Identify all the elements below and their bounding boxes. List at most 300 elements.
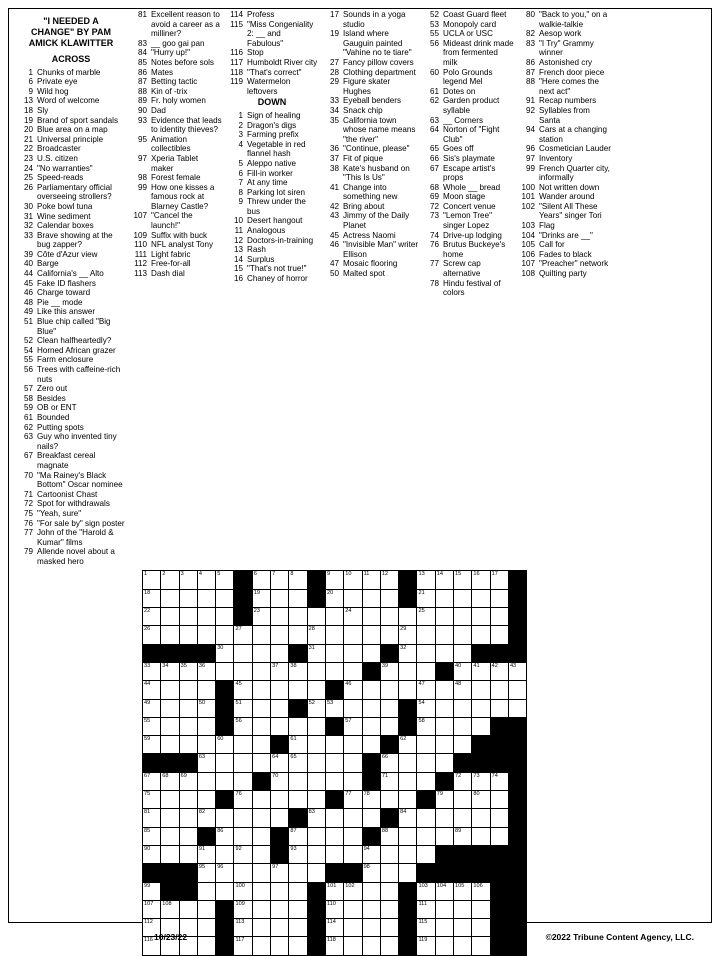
- grid-cell[interactable]: [143, 827, 161, 845]
- grid-cell[interactable]: [197, 626, 215, 644]
- grid-cell[interactable]: [454, 882, 472, 900]
- grid-cell[interactable]: [362, 571, 380, 589]
- grid-cell[interactable]: [362, 699, 380, 717]
- grid-cell[interactable]: [325, 589, 343, 607]
- grid-cell[interactable]: [252, 827, 270, 845]
- grid-cell[interactable]: [435, 571, 453, 589]
- grid-cell[interactable]: [307, 644, 325, 662]
- grid-cell[interactable]: [435, 754, 453, 772]
- grid-cell[interactable]: [344, 681, 362, 699]
- grid-cell[interactable]: [435, 717, 453, 735]
- grid-cell[interactable]: [399, 754, 417, 772]
- grid-cell[interactable]: [216, 736, 234, 754]
- grid-cell[interactable]: [472, 772, 490, 790]
- grid-cell[interactable]: [435, 882, 453, 900]
- grid-cell[interactable]: [289, 589, 307, 607]
- grid-cell[interactable]: [435, 589, 453, 607]
- grid-cell[interactable]: [234, 900, 252, 918]
- grid-cell[interactable]: [271, 809, 289, 827]
- grid-cell[interactable]: [307, 827, 325, 845]
- grid-cell[interactable]: [216, 644, 234, 662]
- grid-cell[interactable]: [197, 809, 215, 827]
- grid-cell[interactable]: [197, 571, 215, 589]
- grid-cell[interactable]: [289, 882, 307, 900]
- grid-cell[interactable]: [234, 736, 252, 754]
- grid-cell[interactable]: [143, 772, 161, 790]
- grid-cell[interactable]: [380, 791, 398, 809]
- grid-cell[interactable]: [234, 809, 252, 827]
- grid-cell[interactable]: [197, 900, 215, 918]
- grid-cell[interactable]: [380, 717, 398, 735]
- grid-cell[interactable]: [417, 571, 435, 589]
- grid-cell[interactable]: [234, 681, 252, 699]
- grid-cell[interactable]: [399, 864, 417, 882]
- grid-cell[interactable]: [252, 699, 270, 717]
- grid-cell[interactable]: [197, 772, 215, 790]
- grid-cell[interactable]: [454, 589, 472, 607]
- grid-cell[interactable]: [344, 626, 362, 644]
- grid-cell[interactable]: [289, 845, 307, 863]
- grid-cell[interactable]: [380, 626, 398, 644]
- grid-cell[interactable]: [454, 736, 472, 754]
- grid-cell[interactable]: [380, 864, 398, 882]
- grid-cell[interactable]: [289, 900, 307, 918]
- grid-cell[interactable]: [216, 626, 234, 644]
- grid-cell[interactable]: [307, 736, 325, 754]
- grid-cell[interactable]: [454, 717, 472, 735]
- grid-cell[interactable]: [197, 681, 215, 699]
- grid-cell[interactable]: [490, 662, 508, 680]
- grid-cell[interactable]: [399, 736, 417, 754]
- grid-cell[interactable]: [435, 900, 453, 918]
- grid-cell[interactable]: [399, 791, 417, 809]
- grid-cell[interactable]: [325, 827, 343, 845]
- grid-cell[interactable]: [197, 736, 215, 754]
- grid-cell[interactable]: [234, 845, 252, 863]
- grid-cell[interactable]: [472, 589, 490, 607]
- grid-cell[interactable]: [490, 809, 508, 827]
- grid-cell[interactable]: [216, 662, 234, 680]
- grid-cell[interactable]: [179, 608, 197, 626]
- grid-cell[interactable]: [472, 626, 490, 644]
- grid-cell[interactable]: [325, 626, 343, 644]
- grid-cell[interactable]: [289, 571, 307, 589]
- grid-cell[interactable]: [325, 699, 343, 717]
- grid-cell[interactable]: [362, 589, 380, 607]
- grid-cell[interactable]: [252, 791, 270, 809]
- grid-cell[interactable]: [143, 900, 161, 918]
- grid-cell[interactable]: [271, 681, 289, 699]
- grid-cell[interactable]: [271, 772, 289, 790]
- grid-cell[interactable]: [508, 662, 526, 680]
- grid-cell[interactable]: [271, 864, 289, 882]
- grid-cell[interactable]: [362, 644, 380, 662]
- grid-cell[interactable]: [454, 772, 472, 790]
- grid-cell[interactable]: [508, 681, 526, 699]
- grid-cell[interactable]: [307, 864, 325, 882]
- grid-cell[interactable]: [344, 772, 362, 790]
- grid-cell[interactable]: [197, 754, 215, 772]
- grid-cell[interactable]: [161, 699, 179, 717]
- grid-cell[interactable]: [216, 882, 234, 900]
- grid-cell[interactable]: [197, 608, 215, 626]
- grid-cell[interactable]: [435, 809, 453, 827]
- grid-cell[interactable]: [271, 571, 289, 589]
- grid-cell[interactable]: [472, 662, 490, 680]
- grid-cell[interactable]: [161, 626, 179, 644]
- grid-cell[interactable]: [472, 791, 490, 809]
- grid-cell[interactable]: [289, 736, 307, 754]
- grid-cell[interactable]: [252, 900, 270, 918]
- grid-cell[interactable]: [399, 608, 417, 626]
- grid-cell[interactable]: [417, 900, 435, 918]
- grid-cell[interactable]: [307, 662, 325, 680]
- grid-cell[interactable]: [325, 644, 343, 662]
- grid-cell[interactable]: [325, 662, 343, 680]
- grid-cell[interactable]: [325, 736, 343, 754]
- grid-cell[interactable]: [344, 754, 362, 772]
- grid-cell[interactable]: [143, 608, 161, 626]
- grid-cell[interactable]: [454, 791, 472, 809]
- grid-cell[interactable]: [362, 736, 380, 754]
- grid-cell[interactable]: [307, 608, 325, 626]
- grid-cell[interactable]: [490, 589, 508, 607]
- grid-cell[interactable]: [271, 754, 289, 772]
- grid-cell[interactable]: [143, 845, 161, 863]
- grid-cell[interactable]: [325, 900, 343, 918]
- grid-cell[interactable]: [234, 864, 252, 882]
- grid-cell[interactable]: [234, 626, 252, 644]
- grid-cell[interactable]: [362, 791, 380, 809]
- grid-cell[interactable]: [179, 681, 197, 699]
- grid-cell[interactable]: [234, 882, 252, 900]
- grid-cell[interactable]: [362, 717, 380, 735]
- grid-cell[interactable]: [234, 717, 252, 735]
- grid-cell[interactable]: [216, 571, 234, 589]
- grid-cell[interactable]: [161, 900, 179, 918]
- grid-cell[interactable]: [454, 644, 472, 662]
- grid-cell[interactable]: [271, 662, 289, 680]
- grid-cell[interactable]: [197, 882, 215, 900]
- grid-cell[interactable]: [161, 827, 179, 845]
- grid-cell[interactable]: [344, 882, 362, 900]
- crossword-grid-container[interactable]: [142, 570, 708, 955]
- grid-cell[interactable]: [362, 626, 380, 644]
- grid-cell[interactable]: [417, 681, 435, 699]
- grid-cell[interactable]: [234, 772, 252, 790]
- grid-cell[interactable]: [271, 791, 289, 809]
- grid-cell[interactable]: [289, 827, 307, 845]
- grid-cell[interactable]: [307, 699, 325, 717]
- grid-cell[interactable]: [454, 827, 472, 845]
- grid-cell[interactable]: [344, 699, 362, 717]
- grid-cell[interactable]: [179, 662, 197, 680]
- grid-cell[interactable]: [161, 845, 179, 863]
- grid-cell[interactable]: [344, 662, 362, 680]
- grid-cell[interactable]: [307, 772, 325, 790]
- grid-cell[interactable]: [435, 681, 453, 699]
- grid-cell[interactable]: [344, 644, 362, 662]
- grid-cell[interactable]: [344, 589, 362, 607]
- grid-cell[interactable]: [143, 717, 161, 735]
- grid-cell[interactable]: [161, 736, 179, 754]
- grid-cell[interactable]: [234, 662, 252, 680]
- grid-cell[interactable]: [325, 809, 343, 827]
- grid-cell[interactable]: [472, 608, 490, 626]
- grid-cell[interactable]: [179, 827, 197, 845]
- grid-cell[interactable]: [380, 754, 398, 772]
- grid-cell[interactable]: [380, 900, 398, 918]
- grid-cell[interactable]: [417, 589, 435, 607]
- grid-cell[interactable]: [472, 900, 490, 918]
- grid-cell[interactable]: [362, 864, 380, 882]
- grid-cell[interactable]: [289, 662, 307, 680]
- grid-cell[interactable]: [161, 791, 179, 809]
- grid-cell[interactable]: [307, 626, 325, 644]
- grid-cell[interactable]: [271, 882, 289, 900]
- crossword-grid[interactable]: [142, 570, 527, 955]
- grid-cell[interactable]: [454, 571, 472, 589]
- grid-cell[interactable]: [216, 589, 234, 607]
- grid-cell[interactable]: [399, 644, 417, 662]
- grid-cell[interactable]: [417, 809, 435, 827]
- grid-cell[interactable]: [179, 791, 197, 809]
- grid-cell[interactable]: [435, 626, 453, 644]
- grid-cell[interactable]: [271, 644, 289, 662]
- grid-cell[interactable]: [490, 791, 508, 809]
- grid-cell[interactable]: [344, 900, 362, 918]
- grid-cell[interactable]: [161, 608, 179, 626]
- grid-cell[interactable]: [179, 900, 197, 918]
- grid-cell[interactable]: [252, 754, 270, 772]
- grid-cell[interactable]: [161, 662, 179, 680]
- grid-cell[interactable]: [234, 754, 252, 772]
- grid-cell[interactable]: [307, 681, 325, 699]
- grid-cell[interactable]: [252, 644, 270, 662]
- grid-cell[interactable]: [362, 809, 380, 827]
- grid-cell[interactable]: [289, 626, 307, 644]
- grid-cell[interactable]: [380, 662, 398, 680]
- grid-cell[interactable]: [179, 571, 197, 589]
- grid-cell[interactable]: [234, 699, 252, 717]
- grid-cell[interactable]: [179, 699, 197, 717]
- grid-cell[interactable]: [325, 882, 343, 900]
- grid-cell[interactable]: [454, 809, 472, 827]
- grid-cell[interactable]: [143, 626, 161, 644]
- grid-cell[interactable]: [399, 827, 417, 845]
- grid-cell[interactable]: [143, 882, 161, 900]
- grid-cell[interactable]: [197, 864, 215, 882]
- grid-cell[interactable]: [454, 900, 472, 918]
- grid-cell[interactable]: [252, 571, 270, 589]
- grid-cell[interactable]: [234, 827, 252, 845]
- grid-cell[interactable]: [435, 608, 453, 626]
- grid-cell[interactable]: [252, 864, 270, 882]
- grid-cell[interactable]: [197, 845, 215, 863]
- grid-cell[interactable]: [417, 717, 435, 735]
- grid-cell[interactable]: [454, 662, 472, 680]
- grid-cell[interactable]: [271, 608, 289, 626]
- grid-cell[interactable]: [307, 754, 325, 772]
- grid-cell[interactable]: [435, 791, 453, 809]
- grid-cell[interactable]: [435, 736, 453, 754]
- grid-cell[interactable]: [143, 699, 161, 717]
- grid-cell[interactable]: [344, 809, 362, 827]
- grid-cell[interactable]: [417, 608, 435, 626]
- grid-cell[interactable]: [252, 608, 270, 626]
- grid-cell[interactable]: [179, 717, 197, 735]
- grid-cell[interactable]: [252, 681, 270, 699]
- grid-cell[interactable]: [362, 681, 380, 699]
- grid-cell[interactable]: [435, 827, 453, 845]
- grid-cell[interactable]: [143, 736, 161, 754]
- grid-cell[interactable]: [179, 809, 197, 827]
- grid-cell[interactable]: [344, 845, 362, 863]
- grid-cell[interactable]: [490, 681, 508, 699]
- grid-cell[interactable]: [179, 626, 197, 644]
- grid-cell[interactable]: [252, 626, 270, 644]
- grid-cell[interactable]: [161, 681, 179, 699]
- grid-cell[interactable]: [380, 681, 398, 699]
- grid-cell[interactable]: [399, 845, 417, 863]
- grid-cell[interactable]: [472, 809, 490, 827]
- grid-cell[interactable]: [216, 754, 234, 772]
- grid-cell[interactable]: [490, 699, 508, 717]
- grid-cell[interactable]: [417, 626, 435, 644]
- grid-cell[interactable]: [271, 717, 289, 735]
- grid-cell[interactable]: [472, 699, 490, 717]
- grid-cell[interactable]: [417, 772, 435, 790]
- grid-cell[interactable]: [380, 827, 398, 845]
- grid-cell[interactable]: [307, 717, 325, 735]
- grid-cell[interactable]: [325, 754, 343, 772]
- grid-cell[interactable]: [271, 626, 289, 644]
- grid-cell[interactable]: [472, 827, 490, 845]
- grid-cell[interactable]: [417, 699, 435, 717]
- grid-cell[interactable]: [417, 736, 435, 754]
- grid-cell[interactable]: [490, 571, 508, 589]
- grid-cell[interactable]: [380, 772, 398, 790]
- grid-cell[interactable]: [143, 571, 161, 589]
- grid-cell[interactable]: [252, 589, 270, 607]
- grid-cell[interactable]: [344, 827, 362, 845]
- grid-cell[interactable]: [143, 791, 161, 809]
- grid-cell[interactable]: [216, 772, 234, 790]
- grid-cell[interactable]: [508, 699, 526, 717]
- grid-cell[interactable]: [271, 589, 289, 607]
- grid-cell[interactable]: [179, 736, 197, 754]
- grid-cell[interactable]: [417, 882, 435, 900]
- grid-cell[interactable]: [454, 608, 472, 626]
- grid-cell[interactable]: [454, 681, 472, 699]
- grid-cell[interactable]: [307, 845, 325, 863]
- grid-cell[interactable]: [490, 827, 508, 845]
- grid-cell[interactable]: [417, 662, 435, 680]
- grid-cell[interactable]: [216, 827, 234, 845]
- grid-cell[interactable]: [380, 608, 398, 626]
- grid-cell[interactable]: [325, 608, 343, 626]
- grid-cell[interactable]: [161, 571, 179, 589]
- grid-cell[interactable]: [472, 717, 490, 735]
- grid-cell[interactable]: [362, 882, 380, 900]
- grid-cell[interactable]: [399, 662, 417, 680]
- grid-cell[interactable]: [344, 736, 362, 754]
- grid-cell[interactable]: [161, 589, 179, 607]
- grid-cell[interactable]: [289, 681, 307, 699]
- grid-cell[interactable]: [472, 571, 490, 589]
- grid-cell[interactable]: [307, 791, 325, 809]
- grid-cell[interactable]: [252, 662, 270, 680]
- grid-cell[interactable]: [399, 626, 417, 644]
- grid-cell[interactable]: [179, 589, 197, 607]
- grid-cell[interactable]: [435, 644, 453, 662]
- grid-cell[interactable]: [417, 845, 435, 863]
- grid-cell[interactable]: [143, 662, 161, 680]
- grid-cell[interactable]: [344, 791, 362, 809]
- grid-cell[interactable]: [252, 717, 270, 735]
- grid-cell[interactable]: [490, 626, 508, 644]
- grid-cell[interactable]: [161, 717, 179, 735]
- grid-cell[interactable]: [252, 845, 270, 863]
- grid-cell[interactable]: [197, 791, 215, 809]
- grid-cell[interactable]: [344, 608, 362, 626]
- grid-cell[interactable]: [234, 644, 252, 662]
- grid-cell[interactable]: [344, 717, 362, 735]
- grid-cell[interactable]: [252, 882, 270, 900]
- grid-cell[interactable]: [216, 608, 234, 626]
- grid-cell[interactable]: [399, 772, 417, 790]
- grid-cell[interactable]: [399, 681, 417, 699]
- grid-cell[interactable]: [362, 608, 380, 626]
- grid-cell[interactable]: [197, 589, 215, 607]
- grid-cell[interactable]: [143, 681, 161, 699]
- grid-cell[interactable]: [417, 644, 435, 662]
- grid-cell[interactable]: [417, 754, 435, 772]
- grid-cell[interactable]: [307, 809, 325, 827]
- grid-cell[interactable]: [325, 845, 343, 863]
- grid-cell[interactable]: [344, 571, 362, 589]
- grid-cell[interactable]: [454, 699, 472, 717]
- grid-cell[interactable]: [454, 626, 472, 644]
- grid-cell[interactable]: [380, 882, 398, 900]
- grid-cell[interactable]: [289, 717, 307, 735]
- grid-cell[interactable]: [490, 772, 508, 790]
- grid-cell[interactable]: [472, 882, 490, 900]
- grid-cell[interactable]: [143, 589, 161, 607]
- grid-cell[interactable]: [380, 589, 398, 607]
- grid-cell[interactable]: [289, 608, 307, 626]
- grid-cell[interactable]: [197, 717, 215, 735]
- grid-cell[interactable]: [216, 864, 234, 882]
- grid-cell[interactable]: [143, 809, 161, 827]
- grid-cell[interactable]: [362, 845, 380, 863]
- grid-cell[interactable]: [197, 699, 215, 717]
- grid-cell[interactable]: [472, 681, 490, 699]
- grid-cell[interactable]: [161, 809, 179, 827]
- grid-cell[interactable]: [289, 791, 307, 809]
- grid-cell[interactable]: [252, 809, 270, 827]
- grid-cell[interactable]: [380, 845, 398, 863]
- grid-cell[interactable]: [161, 772, 179, 790]
- grid-cell[interactable]: [362, 900, 380, 918]
- grid-cell[interactable]: [216, 809, 234, 827]
- grid-cell[interactable]: [179, 772, 197, 790]
- grid-cell[interactable]: [197, 662, 215, 680]
- grid-cell[interactable]: [179, 845, 197, 863]
- grid-cell[interactable]: [490, 608, 508, 626]
- grid-cell[interactable]: [271, 900, 289, 918]
- grid-cell[interactable]: [380, 699, 398, 717]
